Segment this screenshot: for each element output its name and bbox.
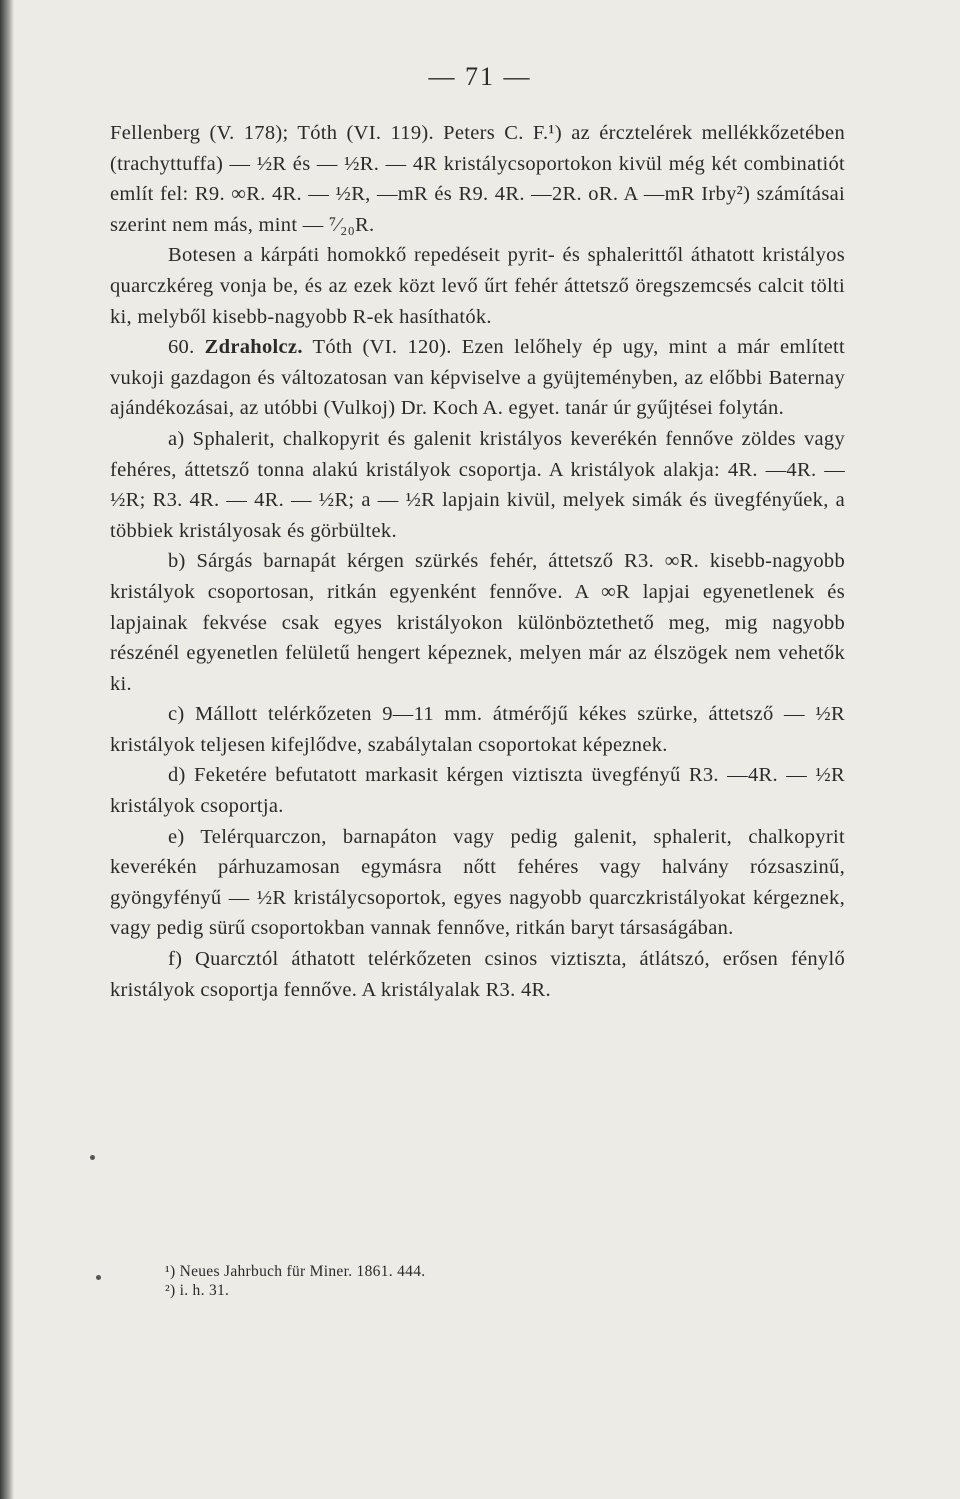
paragraph-f: f) Quarcztól áthatott telérkőzeten csinos viztiszta, átlátszó, erősen fénylő kristályok csoportja fennőve. A kristályalak R3. 4R. xyxy=(110,948,845,1001)
margin-speck xyxy=(90,1155,95,1160)
margin-speck xyxy=(96,1275,101,1280)
paragraph-e: e) Telérquarczon, barnapáton vagy pedig galenit, sphalerit, chalkopyrit keverékén párhuzamosan egymásra nőtt fehéres vagy halvány rózsaszinű, gyöngyfényű — ½R kristálycsoportok, egyes nagyobb quarczkristályokat kérgeznek, vagy pedig sürű csoportokban vannak fennőve, ritkán baryt társaságában. xyxy=(110,825,845,940)
paragraph-a: a) Sphalerit, chalkopyrit és galenit kristályos keverékén fennőve zöldes vagy fehéres, áttetsző tonna alakú kristályok csoportja. A kristályok alakja: 4R. —4R. — ½R; R3. 4R. — 4R. — ½R; a — ½R lapjain kivül, melyek simák és üvegfényűek, a többiek kristályosak és görbültek. xyxy=(110,427,845,542)
paragraph-c: c) Mállott telérkőzeten 9—11 mm. átmérőjű kékes szürke, áttetsző — ½R kristályok teljesen kifejlődve, szabálytalan csoportokat képeznek. xyxy=(110,703,845,756)
page-number: — 71 — xyxy=(428,62,532,91)
paragraph-2: Botesen a kárpáti homokkő repedéseit pyrit- és sphalerittől áthatott kristályos quarczkéreg vonja be, és az ezek közt levő űrt fehér áttetsző öregszemcsés calcit tölti ki, melyből kisebb-nagyobb R-ek hasíthatók. xyxy=(110,244,845,328)
footnote-1: ¹) Neues Jahrbuch für Miner. 1861. 444. xyxy=(165,1263,426,1280)
paragraph-b: b) Sárgás barnapát kérgen szürkés fehér, áttetsző R3. ∞R. kisebb-nagyobb kristályok csoportosan, ritkán egyenként fennőve. A ∞R lapjai egyenetlenek és lapjainak fekvése csak egyes kristályokon különböztethető meg, mig nagyobb részénél egyenetlen felületű hengert képeznek, melyen már az élszögek nem vehetők ki. xyxy=(110,550,845,695)
page-binding-edge xyxy=(0,0,14,1499)
footnotes xyxy=(165,1262,845,1300)
paragraph-d: d) Feketére befutatott markasit kérgen viztiszta üvegfényű R3. —4R. — ½R kristályok csoportja. xyxy=(110,764,845,818)
paragraph-3 xyxy=(110,332,845,424)
locality-name: Zdraholcz. xyxy=(204,336,303,359)
paragraph-1: Fellenberg (V. 178); Tóth (VI. 119). Peters C. F.¹) az ércztelérek mellékkőzetében (trachyttuffa) — ½R és — ½R. — 4R kristálycsoportokon kivül még két combinatiót említ fel: R9. ∞R. 4R. — ½R, —mR és R9. 4R. —2R. oR. A —mR Irby²) számításai szerint nem más, mint — ⁷⁄₂₀R. xyxy=(110,122,845,236)
footnote-2: ²) i. h. 31. xyxy=(165,1282,230,1299)
paragraph-3-text: Tóth (VI. 120). Ezen lelőhely ép ugy, mint a már említett vukoji gazdagon és változatosan van képviselve a gyüjteményben, az előbbi Baternay ajándékozásai, az utóbbi (Vulkoj) Dr. Koch A. egyet. tanár úr gyűjtései folytán. xyxy=(110,336,845,420)
body-text xyxy=(110,118,845,1005)
locality-number: 60. xyxy=(168,336,205,359)
